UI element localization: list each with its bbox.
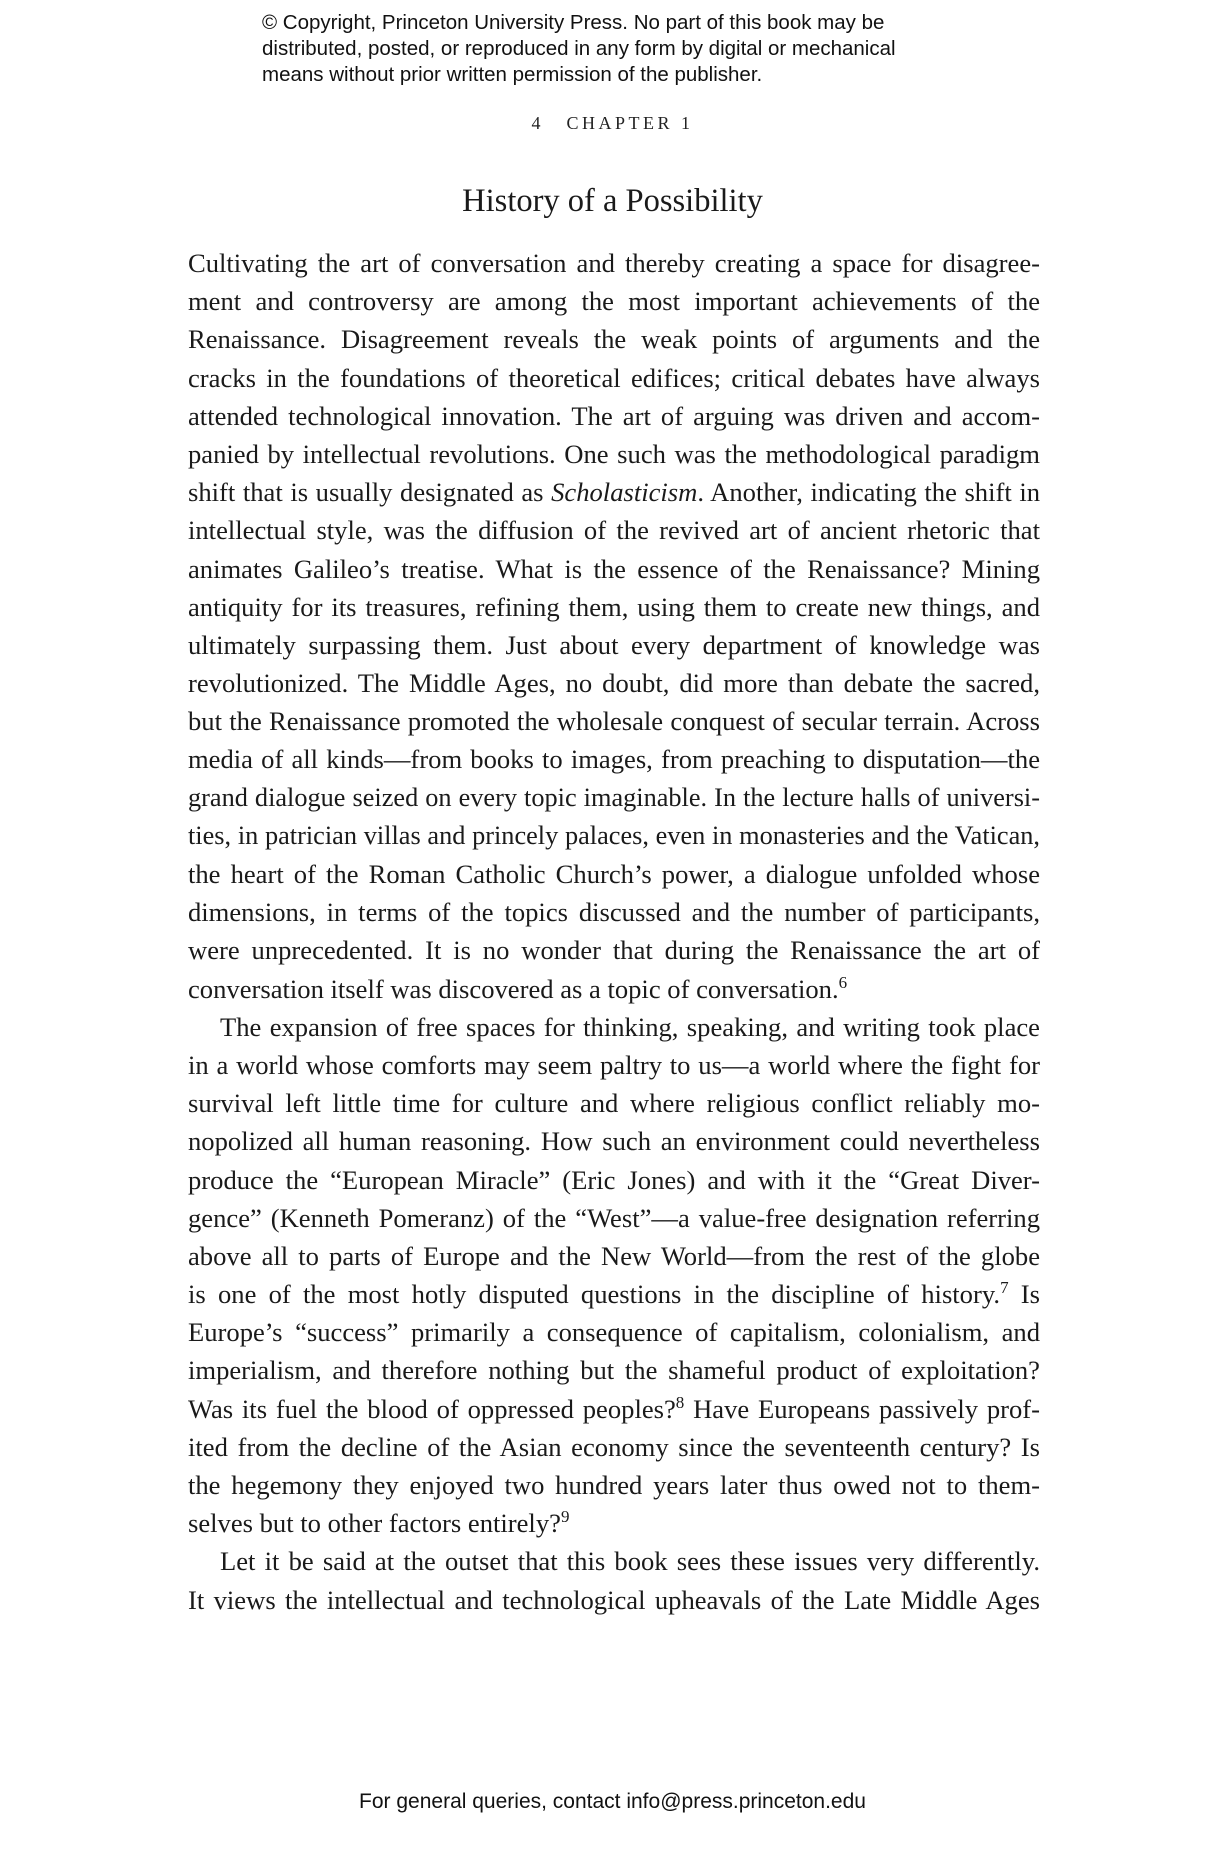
text-line <box>188 1390 1040 1428</box>
text-line <box>188 1504 1040 1542</box>
text-line: cracks in the foundations of theoretical edifices; critical debates have always <box>188 362 1040 393</box>
text-line: panied by intellectual revolutions. One such was the methodological paradigm <box>188 438 1040 469</box>
footnote-ref[interactable]: 9 <box>560 1507 570 1527</box>
text-line: ited from the decline of the Asian economy since the seventeenth century? Is <box>188 1431 1040 1462</box>
text-line: Let it be said at the outset that this book sees these issues very differently. <box>220 1546 1040 1577</box>
text-line <box>188 1275 1040 1313</box>
body-text <box>188 244 1040 1619</box>
page-number: 4 <box>531 113 541 133</box>
text-line: media of all kinds—from books to images, from preaching to disputation—the <box>188 744 1040 775</box>
text-line: animates Galileo’s treatise. What is the essence of the Renaissance? Mining <box>188 553 1040 584</box>
copyright-line: means without prior written permission of the publisher. <box>262 63 763 86</box>
text-line: ties, in patrician villas and princely palaces, even in monasteries and the Vatican, <box>188 820 1040 850</box>
text-line: intellectual style, was the diffusion of the revived art of ancient rhetoric that <box>188 515 1040 546</box>
chapter-label: CHAPTER 1 <box>566 113 694 133</box>
running-head <box>0 113 1225 134</box>
text-line: The expansion of free spaces for thinking, speaking, and writing took place <box>220 1011 1040 1042</box>
text-line: survival left little time for culture and where religious conflict reliably mo- <box>188 1088 1040 1119</box>
text-line: grand dialogue seized on every topic imaginable. In the lecture halls of universi- <box>188 782 1040 812</box>
paragraph <box>188 244 1040 1008</box>
paragraph <box>188 1008 1040 1543</box>
text-line: antiquity for its treasures, refining them, using them to create new things, and <box>188 591 1040 622</box>
paragraph <box>188 1542 1040 1618</box>
text-segment: Is <box>1008 1279 1040 1310</box>
text-segment: conversation itself was discovered as a topic of conversation. <box>188 973 839 1004</box>
footnote-ref[interactable]: 7 <box>1000 1278 1009 1298</box>
italic-term: Scholasticism <box>551 477 698 508</box>
text-line: revolutionized. The Middle Ages, no doubt, did more than debate the sacred, <box>188 668 1040 699</box>
text-line: above all to parts of Europe and the New World—from the rest of the globe <box>188 1240 1040 1271</box>
text-line: gence” (Kenneth Pomeranz) of the “West”—a value-free designation referring <box>188 1202 1040 1233</box>
text-line: ultimately surpassing them. Just about every department of knowledge was <box>188 629 1040 660</box>
copyright-notice <box>262 10 1022 88</box>
text-line: Europe’s “success” primarily a consequence of capitalism, colonialism, and <box>188 1317 1040 1348</box>
footnote-ref[interactable]: 8 <box>675 1392 685 1412</box>
text-segment: shift that is usually designated as <box>188 477 552 508</box>
text-line: Renaissance. Disagreement reveals the weak points of arguments and the <box>188 324 1040 355</box>
section-title: History of a Possibility <box>462 183 763 219</box>
text-line: It views the intellectual and technological upheavals of the Late Middle Ages <box>188 1584 1040 1615</box>
text-segment: . Another, indicating the shift in <box>697 477 1041 508</box>
text-line: dimensions, in terms of the topics discussed and the number of participants, <box>188 897 1040 928</box>
text-line: the hegemony they enjoyed two hundred years later thus owed not to them- <box>188 1470 1040 1500</box>
text-segment: Have Europeans passively prof- <box>684 1393 1040 1424</box>
text-segment: selves but to other factors entirely? <box>188 1508 561 1539</box>
text-line: were unprecedented. It is no wonder that during the Renaissance the art of <box>188 935 1040 966</box>
text-line <box>188 970 1040 1008</box>
text-line <box>188 473 1040 511</box>
text-line: ment and controversy are among the most important achievements of the <box>188 286 1040 317</box>
footer-contact: For general queries, contact info@press.princeton.edu <box>359 1790 866 1813</box>
text-line: imperialism, and therefore nothing but the shameful product of exploitation? <box>188 1355 1040 1386</box>
text-line: but the Renaissance promoted the wholesale conquest of secular terrain. Across <box>188 706 1040 737</box>
copyright-line: distributed, posted, or reproduced in any form by digital or mechanical <box>262 37 896 60</box>
text-line: in a world whose comforts may seem paltry to us—a world where the fight for <box>188 1049 1040 1080</box>
text-segment: is one of the most hotly disputed questions in the discipline of history. <box>188 1279 1001 1310</box>
text-line: produce the “European Miracle” (Eric Jones) and with it the “Great Diver- <box>188 1164 1040 1195</box>
text-segment: Was its fuel the blood of oppressed peoples? <box>188 1393 676 1424</box>
text-line: attended technological innovation. The art of arguing was driven and accom- <box>188 400 1040 431</box>
text-line: the heart of the Roman Catholic Church’s power, a dialogue unfolded whose <box>188 859 1040 889</box>
text-line: nopolized all human reasoning. How such an environment could nevertheless <box>188 1126 1040 1157</box>
text-line: Cultivating the art of conversation and thereby creating a space for disagree- <box>188 248 1040 278</box>
copyright-line: © Copyright, Princeton University Press. No part of this book may be <box>262 11 885 34</box>
footnote-ref[interactable]: 6 <box>838 972 848 992</box>
